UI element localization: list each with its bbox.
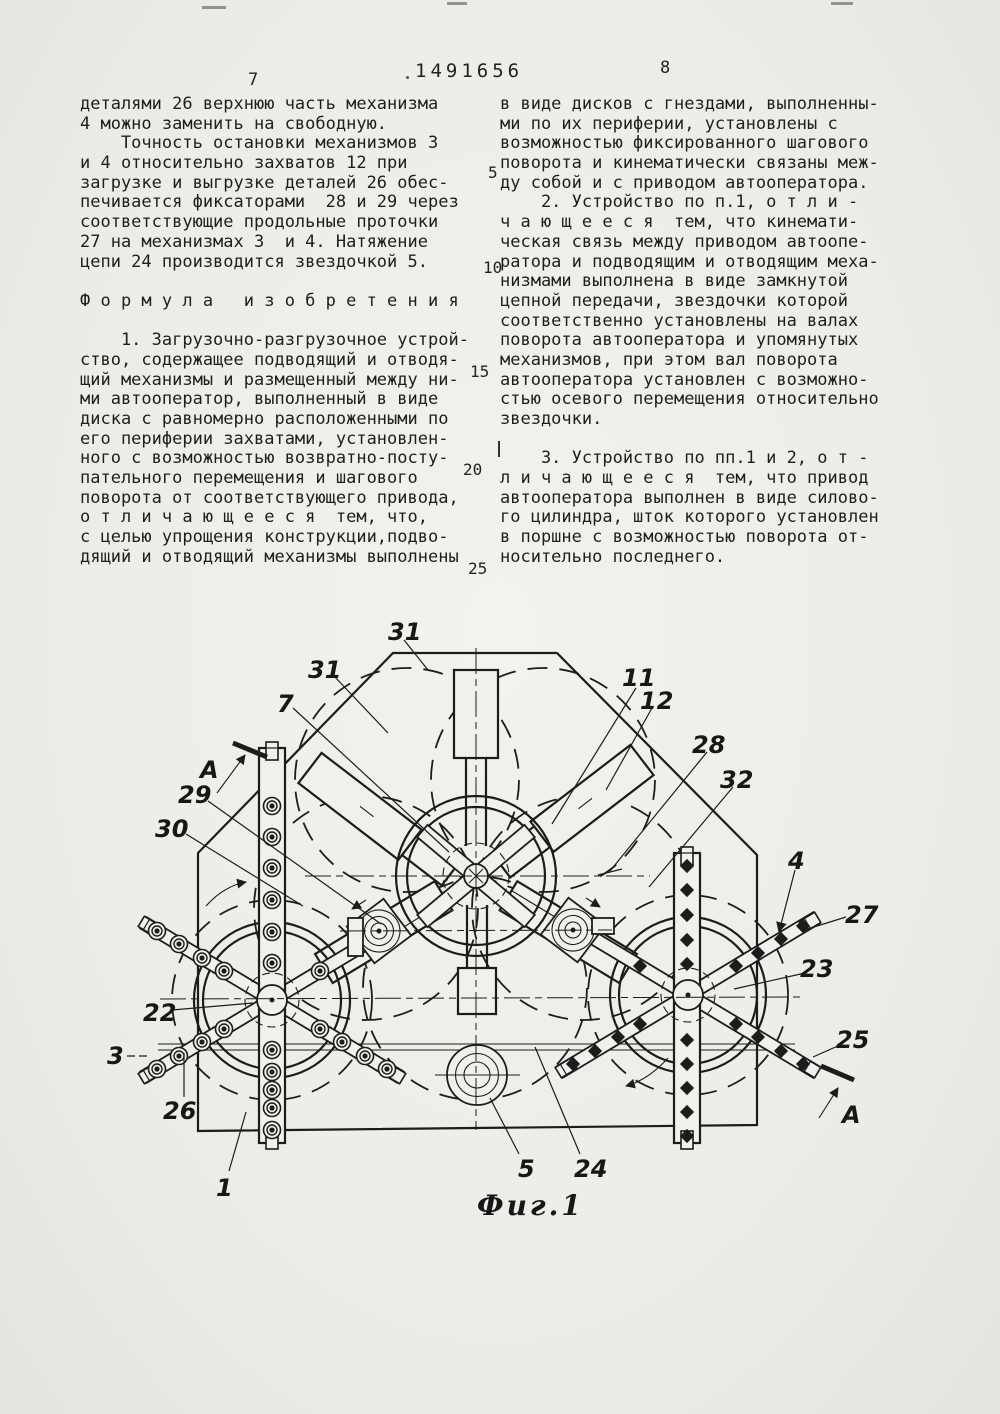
- text-line: носительно последнего.: [500, 546, 726, 567]
- figure-label: 11: [622, 664, 656, 692]
- text-line: в виде дисков с гнездами, выполненны-: [500, 94, 879, 114]
- text-line: цепи 24 производится звездочкой 5.: [80, 251, 428, 272]
- text-line: деталями 26 верхнюю часть механизма: [80, 94, 439, 114]
- text-line: ного с возможностью возвратно-посту-: [80, 448, 449, 469]
- figure-label: 12: [640, 687, 674, 715]
- text-line: ми по их периферии, установлены с: [500, 113, 838, 134]
- line-number-10: 10: [483, 258, 503, 277]
- figure-label: 22: [143, 999, 177, 1027]
- text-line: Ф о р м у л а и з о б р е т е н и я: [80, 290, 459, 311]
- figure-label: 7: [277, 690, 294, 718]
- text-line: [80, 272, 480, 292]
- gripper-cylinder-left: [298, 753, 461, 890]
- text-line: печивается фиксаторами 28 и 29 через: [80, 192, 459, 213]
- text-line: ч а ю щ е е с я тем, что кинемати-: [500, 212, 859, 233]
- text-line: загрузке и выгрузке деталей 26 обес-: [80, 172, 449, 193]
- figure-label: 30: [155, 815, 189, 843]
- text-line: 2. Устройство по п.1, о т л и -: [500, 192, 859, 213]
- text-line: звездочки.: [500, 409, 603, 429]
- text-line: 3. Устройство по пп.1 и 2, о т -: [500, 448, 869, 469]
- text-line: щий механизмы и размещенный между ни-: [80, 369, 459, 390]
- text-line: ми автооператор, выполненный в виде: [80, 389, 439, 410]
- patent-number: 1491656: [415, 60, 524, 82]
- text-line: соответствующие продольные проточки: [80, 212, 439, 233]
- text-line: ратора и подводящим и отводящим меха-: [500, 251, 879, 272]
- line-number-20: 20: [463, 460, 483, 479]
- scan-artifact: [202, 6, 226, 9]
- line-number-5: 5: [488, 163, 498, 182]
- scan-artifact: [831, 2, 853, 5]
- figure-label: 31: [308, 656, 342, 684]
- scan-artifact: [406, 76, 409, 79]
- text-line: стью осевого перемещения относительно: [500, 389, 879, 410]
- column-number-right: 8: [660, 58, 671, 78]
- text-line: о т л и ч а ю щ е е с я тем, что,: [80, 507, 428, 528]
- figure-label: А: [842, 1101, 861, 1129]
- text-line: автооператора установлен с возможно-: [500, 369, 869, 390]
- text-line: низмами выполнена в виде замкнутой: [500, 271, 848, 292]
- figure-label: 26: [163, 1097, 197, 1125]
- text-line: возможностью фиксированного шагового: [500, 133, 869, 154]
- figure-label: 32: [720, 766, 754, 794]
- text-line: Точность остановки механизмов 3: [80, 133, 439, 154]
- text-line: [500, 430, 900, 450]
- left-column-text: [80, 94, 483, 568]
- column-number-left: 7: [248, 70, 259, 90]
- figure-label: 29: [178, 781, 212, 809]
- line-number-25: 25: [468, 559, 488, 578]
- right-column-text: [500, 95, 900, 568]
- text-line: в поршне с возможностью поворота от-: [500, 527, 869, 548]
- figure-label: 28: [692, 731, 726, 759]
- figure-label: 24: [574, 1155, 608, 1183]
- figure-label: 27: [845, 901, 879, 929]
- text-line: соответственно установлены на валах: [500, 310, 859, 331]
- line-number-15: 15: [470, 362, 490, 381]
- text-line: 27 на механизмах 3 и 4. Натяжение: [80, 231, 428, 252]
- text-line: цепной передачи, звездочки которой: [500, 290, 848, 311]
- text-line: 1. Загрузочно-разгрузочное устрой-: [80, 330, 469, 351]
- figure-1-drawing: [90, 618, 970, 1268]
- text-line: ческая связь между приводом автоопе-: [500, 231, 869, 252]
- figure-caption: Фиг.1: [477, 1189, 584, 1222]
- text-line: и 4 относительно захватов 12 при: [80, 153, 408, 174]
- figure-label: 25: [836, 1026, 870, 1054]
- text-line: го цилиндра, шток которого установлен: [500, 507, 879, 528]
- figure-label: 4: [788, 847, 805, 875]
- figure-label: 31: [388, 618, 422, 646]
- pivot-step-left: [348, 918, 363, 956]
- text-line: автооператора выполнен в виде силово-: [500, 487, 879, 508]
- text-line: поворота и кинематически связаны меж-: [500, 153, 879, 174]
- rotation-arrow-left: [206, 882, 246, 906]
- figure-label: 23: [800, 955, 834, 983]
- figure-label: 3: [107, 1042, 124, 1070]
- figure-label: А: [200, 756, 219, 784]
- scan-artifact: [447, 2, 467, 5]
- gripper-cylinder-right: [491, 745, 654, 882]
- text-line: ду собой и с приводом автооператора.: [500, 172, 869, 193]
- text-line: диска с равномерно расположенными по: [80, 409, 449, 429]
- text-line: л и ч а ю щ е е с я тем, что привод: [500, 468, 869, 489]
- text-line: дящий и отводящий механизмы выполнены: [80, 546, 459, 567]
- text-line: [80, 312, 480, 332]
- figure-label: 1: [216, 1174, 233, 1202]
- text-line: 4 можно заменить на свободную.: [80, 113, 388, 134]
- pivot-step-right: [592, 918, 614, 934]
- text-line: поворота от соответствующего привода,: [80, 487, 459, 508]
- text-line: ство, содержащее подводящий и отводя-: [80, 349, 459, 370]
- text-line: пательного перемещения и шагового: [80, 468, 418, 489]
- figure-label: 5: [518, 1155, 535, 1183]
- text-line: механизмов, при этом вал поворота: [500, 349, 838, 370]
- text-line: его периферии захватами, установлен-: [80, 428, 449, 449]
- text-line: с целью упрощения конструкции,подво-: [80, 527, 449, 548]
- text-line: поворота автооператора и упомянутых: [500, 330, 859, 351]
